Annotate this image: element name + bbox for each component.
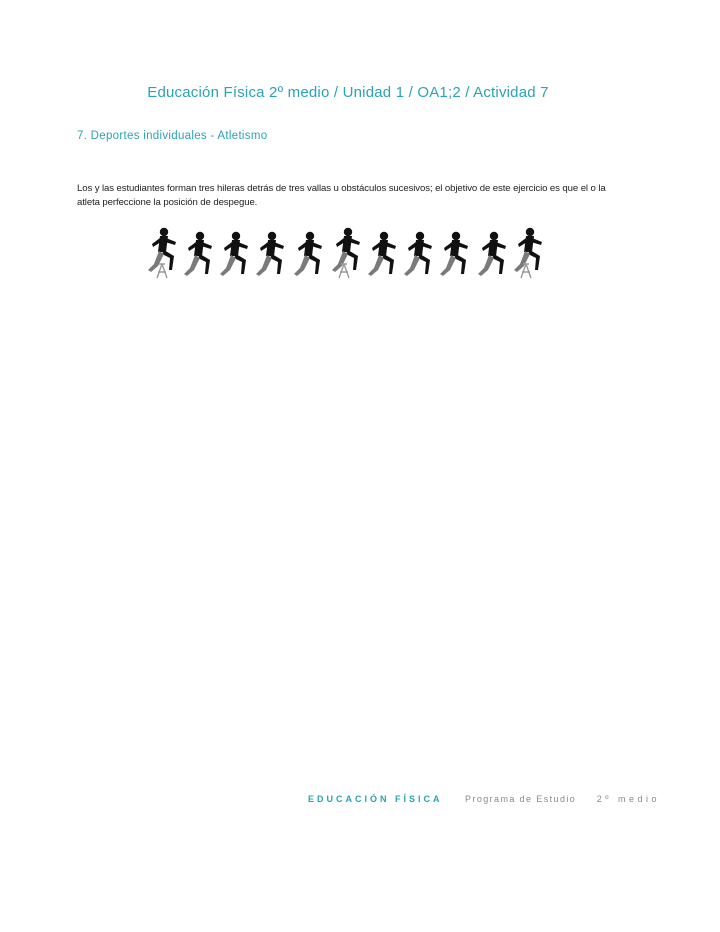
footer-program: Programa de Estudio: [465, 794, 577, 804]
runners-hurdles-icon: [146, 224, 552, 282]
document-title: Educación Física 2º medio / Unidad 1 / OA1;2 / Actividad 7: [147, 84, 549, 101]
activity-description: Los y las estudiantes forman tres hileras detrás de tres vallas u obstáculos sucesivos; el objetivo de este ejercicio es que el o la atleta perfeccione la posición de despegue.: [77, 182, 606, 208]
runner-8: [404, 232, 432, 276]
page-footer: [308, 794, 660, 804]
runner-7: [368, 232, 396, 276]
runner-3: [220, 232, 248, 276]
footer-subject: EDUCACIÓN FÍSICA: [308, 794, 443, 804]
hurdle-1: [157, 264, 167, 278]
runner-2: [184, 232, 212, 276]
runner-5: [294, 232, 322, 276]
runner-6: [332, 228, 360, 272]
footer-grade: 2º medio: [596, 794, 661, 804]
runner-10: [478, 232, 506, 276]
runner-4: [256, 232, 284, 276]
runner-11: [514, 228, 542, 272]
section-heading: 7. Deportes individuales - Atletismo: [77, 130, 268, 142]
runner-9: [440, 232, 468, 276]
